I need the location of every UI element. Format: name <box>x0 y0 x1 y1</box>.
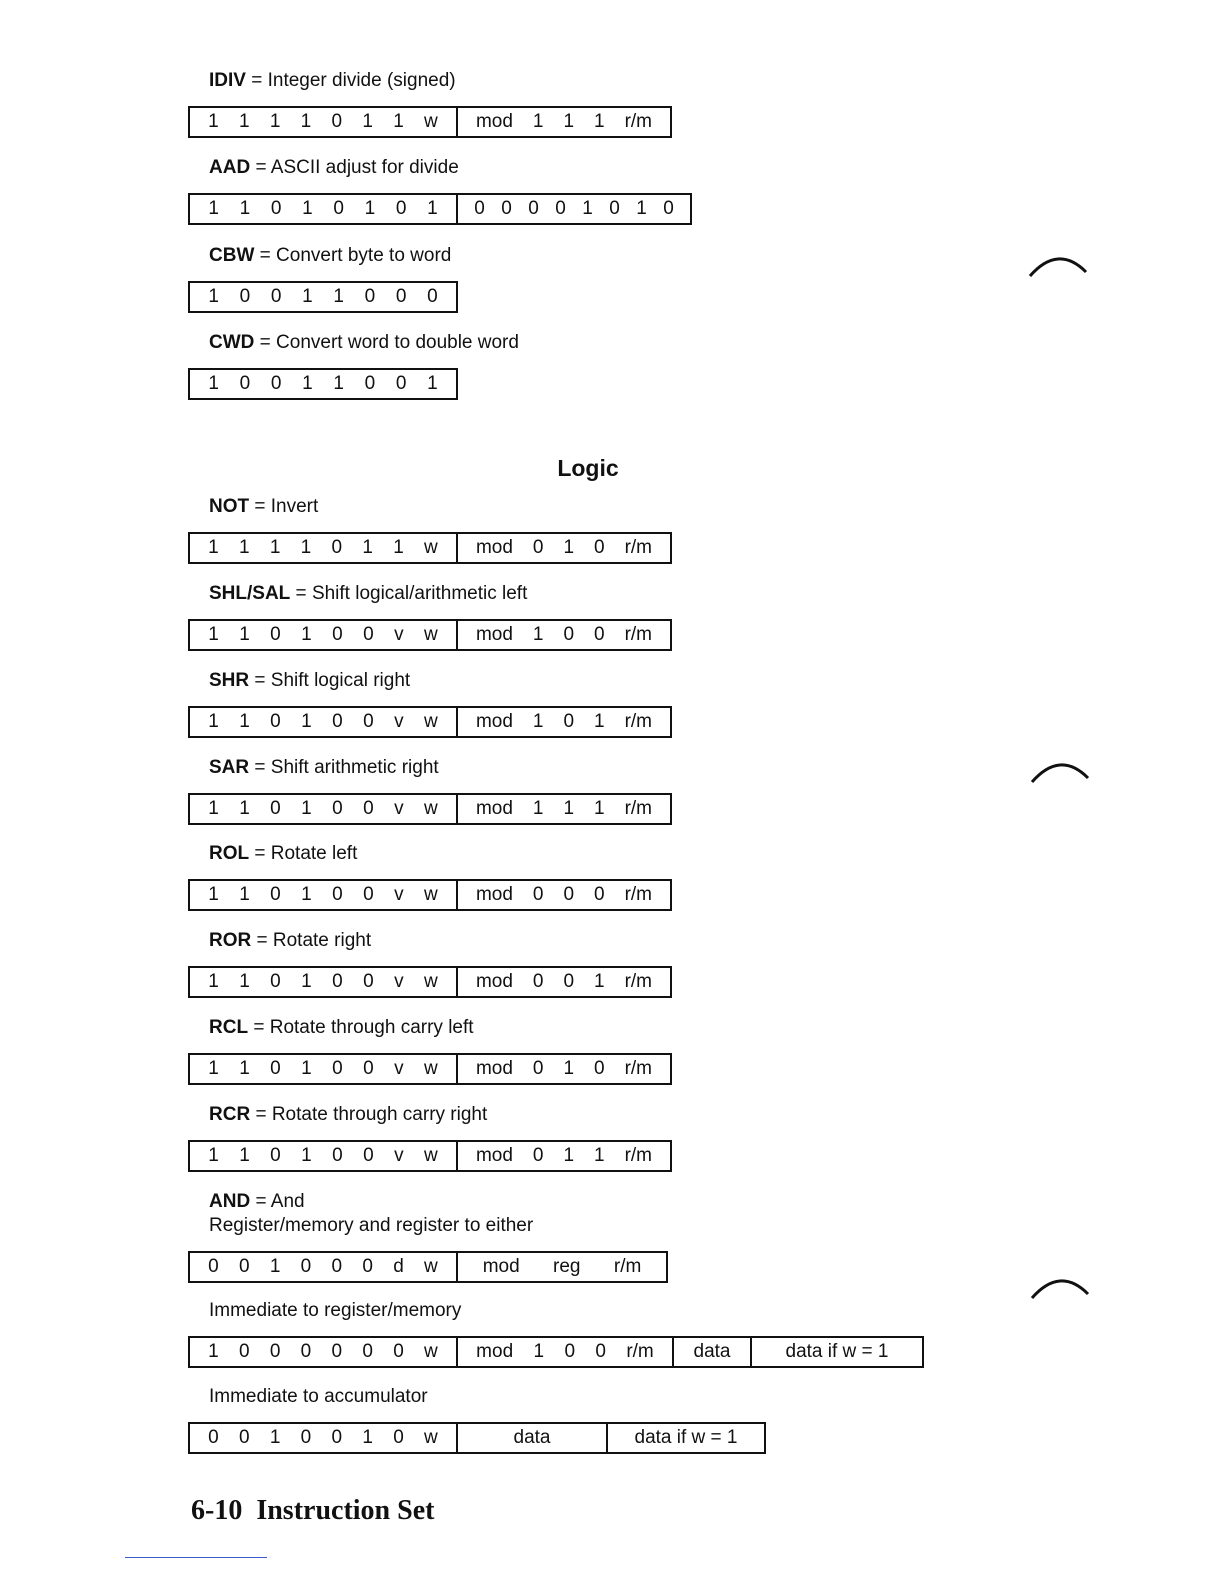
bit-value: 1 <box>594 111 605 132</box>
bit-value: 1 <box>594 711 605 732</box>
bit-value: 1 <box>269 111 281 132</box>
bit-value: 1 <box>594 971 605 992</box>
bit-value: 1 <box>208 884 219 905</box>
encoding-format-box <box>188 706 672 738</box>
bit-value: 1 <box>362 111 373 132</box>
instruction-title <box>209 1191 305 1213</box>
bit-value: 0 <box>332 1058 343 1079</box>
bit-value: 0 <box>331 1341 343 1362</box>
encoding-format-box <box>188 193 692 225</box>
encoding-field <box>190 1338 456 1366</box>
bit-value: 1 <box>208 971 219 992</box>
bit-value: 1 <box>594 1145 605 1166</box>
bit-value: 0 <box>563 884 575 905</box>
encoding-field <box>456 1338 672 1366</box>
bit-value: 1 <box>563 1058 575 1079</box>
bit-value: 0 <box>270 971 281 992</box>
bit-value: r/m <box>624 624 652 645</box>
encoding-field <box>456 1055 670 1083</box>
bit-value: 0 <box>208 1256 219 1277</box>
bit-value: mod <box>475 971 513 992</box>
bit-value: 0 <box>563 711 575 732</box>
bit-value: mod <box>475 711 513 732</box>
bit-value: w <box>424 1145 438 1166</box>
bit-value: 0 <box>239 286 251 307</box>
bit-value: 0 <box>563 971 575 992</box>
bit-value: mod <box>476 1341 514 1362</box>
equals-sign: = <box>250 157 271 178</box>
bit-value: r/m <box>624 884 652 905</box>
equals-sign: = <box>290 583 312 604</box>
encoding-field <box>672 1338 750 1366</box>
encoding-format-box <box>188 1336 924 1368</box>
bit-value: v <box>394 1145 404 1166</box>
instruction-description: Rotate right <box>272 930 372 951</box>
bit-value: 1 <box>269 537 281 558</box>
encoding-field <box>456 621 670 649</box>
encoding-format-box <box>188 1422 766 1454</box>
section-title-logic: Logic <box>557 455 619 481</box>
bit-value: 0 <box>332 798 343 819</box>
bit-value: 1 <box>301 624 312 645</box>
bit-value: 0 <box>239 373 251 394</box>
bit-value: r/m <box>624 537 652 558</box>
encoding-field <box>190 1142 456 1170</box>
bit-value: 1 <box>636 198 647 219</box>
mnemonic: CWD <box>209 332 255 353</box>
bit-value: 1 <box>333 286 344 307</box>
bit-value: v <box>394 711 404 732</box>
bit-value: v <box>394 1058 404 1079</box>
encoding-field <box>190 1055 456 1083</box>
bit-value: r/m <box>624 1058 652 1079</box>
bit-value: mod <box>475 537 513 558</box>
bit-value: v <box>394 624 404 645</box>
bit-value: 1 <box>239 971 250 992</box>
bit-value: 0 <box>364 286 376 307</box>
bit-value: 0 <box>555 198 566 219</box>
bit-value: r/m <box>626 1341 654 1362</box>
encoding-field <box>190 621 456 649</box>
bit-value: 0 <box>270 373 282 394</box>
equals-sign: = <box>254 245 277 266</box>
bit-value: 1 <box>269 1427 281 1448</box>
bit-value: 1 <box>532 798 544 819</box>
mnemonic: ROL <box>209 843 250 864</box>
bit-value: 1 <box>208 624 219 645</box>
mnemonic: RCR <box>209 1104 251 1125</box>
bit-value: 0 <box>270 286 282 307</box>
bit-value: 0 <box>331 111 343 132</box>
bit-value: mod <box>475 884 513 905</box>
bit-value: 1 <box>208 198 219 219</box>
encoding-format-box <box>188 368 458 400</box>
bit-value: 0 <box>594 537 605 558</box>
bit-value: data <box>693 1341 731 1362</box>
bit-value: w <box>424 1427 438 1448</box>
bit-value: w <box>424 111 438 132</box>
bit-value: w <box>424 1341 438 1362</box>
bit-value: 0 <box>332 1145 343 1166</box>
equals-sign: = <box>248 1017 270 1038</box>
encoding-format-box <box>188 1053 672 1085</box>
bit-value: 1 <box>208 711 219 732</box>
bit-value: data if w = 1 <box>634 1427 738 1448</box>
bit-value: 1 <box>563 111 575 132</box>
bit-value: 1 <box>301 798 312 819</box>
bit-value: 1 <box>300 111 312 132</box>
mnemonic: IDIV <box>209 70 246 91</box>
bit-value: 1 <box>239 798 250 819</box>
bit-value: 0 <box>238 1341 250 1362</box>
encoding-field <box>190 1424 456 1452</box>
encoding-field <box>456 881 670 909</box>
instruction-title <box>209 70 456 92</box>
bit-value: 1 <box>208 1341 219 1362</box>
encoding-field <box>190 708 456 736</box>
bit-value: 0 <box>395 373 407 394</box>
encoding-format-box <box>188 793 672 825</box>
bit-value: 0 <box>393 1341 404 1362</box>
encoding-field <box>456 795 670 823</box>
encoding-field <box>456 1253 666 1281</box>
encoding-field <box>456 108 670 136</box>
bit-value: v <box>394 971 404 992</box>
bit-value: 0 <box>395 286 407 307</box>
bit-value: 0 <box>269 1341 281 1362</box>
bit-value: 0 <box>663 198 674 219</box>
encoding-field <box>456 534 670 562</box>
bit-value: 1 <box>393 111 404 132</box>
bit-value: 1 <box>563 1145 575 1166</box>
bit-value: 1 <box>532 111 544 132</box>
instruction-title <box>209 1017 474 1039</box>
instruction-description: Integer divide (signed) <box>267 70 456 91</box>
bit-value: 0 <box>528 198 539 219</box>
bit-value: 0 <box>238 1427 250 1448</box>
bit-value: 1 <box>269 1256 281 1277</box>
page-number: 6-10 <box>191 1495 243 1526</box>
encoding-field <box>190 283 456 311</box>
bit-value: w <box>424 1058 438 1079</box>
bit-value: 1 <box>239 884 250 905</box>
instruction-title <box>209 670 410 692</box>
bit-value: 0 <box>427 286 438 307</box>
bit-value: 0 <box>364 373 376 394</box>
bit-value: 0 <box>333 198 344 219</box>
bit-value: d <box>393 1256 404 1277</box>
margin-arc-icon <box>1030 1270 1092 1300</box>
bit-value: w <box>424 537 438 558</box>
bit-value: 1 <box>239 1058 250 1079</box>
instruction-title <box>209 245 451 267</box>
bit-value: 1 <box>239 198 251 219</box>
equals-sign: = <box>250 1104 272 1125</box>
bit-value: 1 <box>301 1058 312 1079</box>
bit-value: 1 <box>239 624 250 645</box>
bit-value: 1 <box>239 711 250 732</box>
bit-value: 0 <box>270 1145 281 1166</box>
encoding-field <box>190 881 456 909</box>
bit-value: 1 <box>301 971 312 992</box>
encoding-field <box>456 195 690 223</box>
bit-value: 0 <box>332 884 343 905</box>
bit-value: 1 <box>532 711 544 732</box>
bit-value: 0 <box>238 1256 250 1277</box>
bit-value: 0 <box>363 624 374 645</box>
instruction-description: Shift logical right <box>270 670 411 691</box>
encoding-field <box>750 1338 922 1366</box>
bit-value: 0 <box>363 971 374 992</box>
bit-value: 0 <box>270 1058 281 1079</box>
bit-value: 1 <box>208 286 219 307</box>
bit-value: 0 <box>363 1145 374 1166</box>
bit-value: 1 <box>582 198 593 219</box>
bit-value: 0 <box>363 798 374 819</box>
bit-value: 1 <box>364 198 376 219</box>
bit-value: 0 <box>532 1058 544 1079</box>
bit-value: 0 <box>363 884 374 905</box>
bit-value: 1 <box>302 373 313 394</box>
bit-value: 1 <box>238 537 250 558</box>
bit-value: 1 <box>301 711 312 732</box>
encoding-field <box>190 108 456 136</box>
bit-value: 0 <box>595 1341 606 1362</box>
instruction-description: ASCII adjust for divide <box>270 157 459 178</box>
mnemonic: NOT <box>209 496 250 517</box>
mnemonic: SHL/SAL <box>209 583 291 604</box>
bit-value: 1 <box>362 537 373 558</box>
bit-value: r/m <box>624 711 652 732</box>
bit-value: 0 <box>362 1256 373 1277</box>
encoding-format-box <box>188 1251 668 1283</box>
bit-value: 0 <box>332 624 343 645</box>
bit-value: 0 <box>270 884 281 905</box>
equals-sign: = <box>249 670 271 691</box>
bit-value: 0 <box>532 537 544 558</box>
bit-value: 0 <box>270 198 282 219</box>
encoding-field <box>190 195 456 223</box>
bit-value: 0 <box>594 1058 605 1079</box>
bit-value: r/m <box>624 971 652 992</box>
encoding-format-box <box>188 619 672 651</box>
bit-value: 0 <box>270 798 281 819</box>
bit-value: 0 <box>300 1256 312 1277</box>
bit-value: v <box>394 798 404 819</box>
bit-value: 0 <box>594 884 605 905</box>
chapter-title: Instruction Set <box>256 1495 435 1526</box>
encoding-field <box>190 534 456 562</box>
margin-arc-icon <box>1028 248 1090 278</box>
encoding-field <box>456 708 670 736</box>
encoding-format-box <box>188 1140 672 1172</box>
bit-value: 1 <box>393 537 404 558</box>
bit-value: 1 <box>362 1427 373 1448</box>
bit-value: 0 <box>300 1341 312 1362</box>
encoding-format-box <box>188 106 672 138</box>
equals-sign: = <box>249 843 271 864</box>
bit-value: reg <box>553 1256 581 1277</box>
bit-value: data if w = 1 <box>785 1341 889 1362</box>
bit-value: 0 <box>395 198 407 219</box>
bit-value: 1 <box>302 198 313 219</box>
instruction-title <box>209 930 371 952</box>
bit-value: 0 <box>332 971 343 992</box>
bit-value: 1 <box>301 1145 312 1166</box>
bit-value: 1 <box>563 537 575 558</box>
encoding-format-box <box>188 532 672 564</box>
instruction-title <box>209 843 357 865</box>
bit-value: 0 <box>532 884 544 905</box>
encoding-field <box>190 370 456 398</box>
bit-value: mod <box>475 1058 513 1079</box>
bit-value: 0 <box>331 1256 343 1277</box>
bit-value: 0 <box>609 198 620 219</box>
bit-value: 1 <box>238 111 250 132</box>
bit-value: 1 <box>333 373 344 394</box>
mnemonic: ROR <box>209 930 252 951</box>
bit-value: 0 <box>532 1145 544 1166</box>
instruction-description: And <box>270 1191 305 1212</box>
instruction-description: Shift logical/arithmetic left <box>311 583 528 604</box>
equals-sign: = <box>250 1191 271 1212</box>
instruction-title <box>209 157 459 179</box>
instruction-title <box>209 1104 487 1126</box>
instruction-description: Shift arithmetic right <box>270 757 439 778</box>
bit-value: 1 <box>301 884 312 905</box>
bit-value: 0 <box>363 1058 374 1079</box>
encoding-format-box <box>188 966 672 998</box>
mnemonic: AAD <box>209 157 251 178</box>
encoding-format-box <box>188 879 672 911</box>
mnemonic: CBW <box>209 245 255 266</box>
bottom-rule <box>125 1557 267 1558</box>
bit-value: 1 <box>208 798 219 819</box>
bit-value: 0 <box>270 711 281 732</box>
encoding-variant-label: Immediate to register/memory <box>209 1300 462 1321</box>
bit-value: mod <box>475 1145 513 1166</box>
bit-value: 0 <box>474 198 485 219</box>
equals-sign: = <box>245 70 268 91</box>
mnemonic: SHR <box>209 670 250 691</box>
margin-arc-icon <box>1030 754 1092 784</box>
bit-value: 1 <box>239 1145 250 1166</box>
bit-value: 1 <box>594 798 605 819</box>
mnemonic: SAR <box>209 757 250 778</box>
instruction-description: Rotate left <box>270 843 358 864</box>
bit-value: w <box>424 971 438 992</box>
bit-value: 0 <box>563 624 575 645</box>
equals-sign: = <box>251 930 273 951</box>
bit-value: mod <box>482 1256 520 1277</box>
bit-value: r/m <box>624 111 652 132</box>
bit-value: 1 <box>208 111 219 132</box>
instruction-description: Rotate through carry right <box>271 1104 488 1125</box>
encoding-variant-label: Register/memory and register to either <box>209 1215 534 1236</box>
encoding-field <box>456 968 670 996</box>
bit-value: 1 <box>300 537 312 558</box>
mnemonic: RCL <box>209 1017 249 1038</box>
bit-value: 0 <box>300 1427 312 1448</box>
bit-value: r/m <box>624 1145 652 1166</box>
bit-value: 1 <box>427 373 438 394</box>
encoding-field <box>456 1142 670 1170</box>
instruction-description: Convert byte to word <box>276 245 452 266</box>
bit-value: 0 <box>363 711 374 732</box>
equals-sign: = <box>249 757 271 778</box>
encoding-variant-label: Immediate to accumulator <box>209 1386 428 1407</box>
instruction-title <box>209 757 439 779</box>
bit-value: w <box>424 624 438 645</box>
bit-value: 0 <box>594 624 605 645</box>
bit-value: data <box>513 1427 551 1448</box>
bit-value: r/m <box>624 798 652 819</box>
instruction-title <box>209 583 527 605</box>
equals-sign: = <box>249 496 271 517</box>
bit-value: 1 <box>208 1058 219 1079</box>
bit-value: 0 <box>501 198 512 219</box>
bit-value: 1 <box>427 198 438 219</box>
bit-value: w <box>424 884 438 905</box>
page-footer <box>191 1495 434 1527</box>
bit-value: w <box>424 798 438 819</box>
bit-value: 0 <box>331 1427 343 1448</box>
instruction-description: Convert word to double word <box>276 332 519 353</box>
bit-value: 1 <box>208 1145 219 1166</box>
encoding-field <box>456 1424 606 1452</box>
bit-value: 0 <box>393 1427 404 1448</box>
bit-value: 1 <box>532 624 544 645</box>
bit-value: 1 <box>208 537 219 558</box>
instruction-description: Invert <box>270 496 319 517</box>
bit-value: w <box>424 711 438 732</box>
bit-value: 0 <box>362 1341 373 1362</box>
bit-value: 0 <box>564 1341 576 1362</box>
bit-value: v <box>394 884 404 905</box>
bit-value: 0 <box>331 537 343 558</box>
bit-value: mod <box>475 624 513 645</box>
bit-value: 0 <box>270 624 281 645</box>
bit-value: 1 <box>208 373 219 394</box>
bit-value: 1 <box>533 1341 545 1362</box>
bit-value: w <box>424 1256 438 1277</box>
encoding-field <box>190 968 456 996</box>
encoding-field <box>606 1424 764 1452</box>
bit-value: mod <box>475 111 513 132</box>
bit-value: r/m <box>613 1256 642 1277</box>
instruction-title <box>209 332 519 354</box>
encoding-format-box <box>188 281 458 313</box>
bit-value: 1 <box>563 798 575 819</box>
bit-value: 0 <box>332 711 343 732</box>
bit-value: 0 <box>532 971 544 992</box>
bit-value: 1 <box>302 286 313 307</box>
encoding-field <box>190 1253 456 1281</box>
bit-value: mod <box>475 798 513 819</box>
mnemonic: AND <box>209 1191 251 1212</box>
instruction-description: Rotate through carry left <box>269 1017 474 1038</box>
equals-sign: = <box>254 332 277 353</box>
encoding-field <box>190 795 456 823</box>
bit-value: 0 <box>208 1427 219 1448</box>
instruction-title <box>209 496 318 518</box>
